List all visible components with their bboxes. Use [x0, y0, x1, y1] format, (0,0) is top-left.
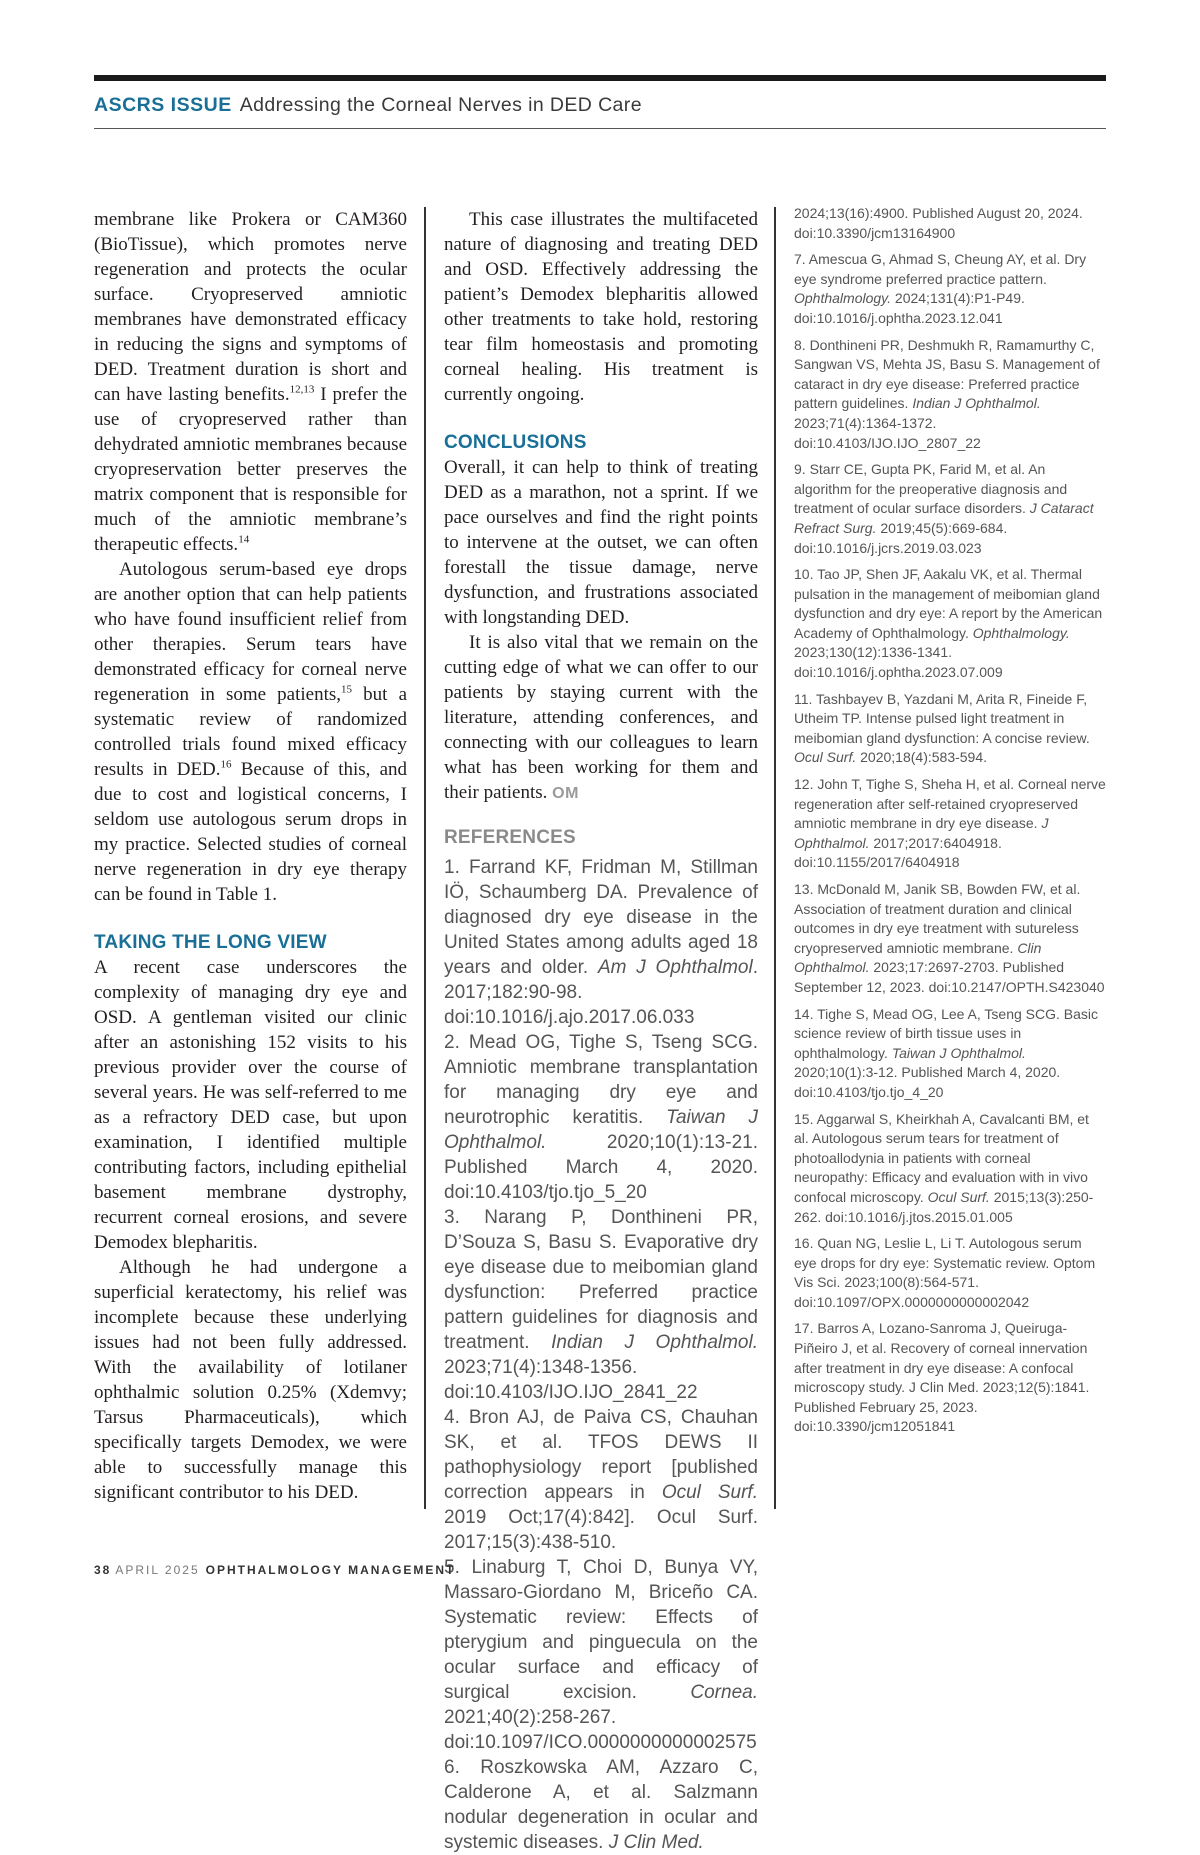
reference-item	[794, 1319, 1106, 1437]
text-run: 2023;71(4):1348-1356. doi:10.4103/IJO.IJO_2841_22	[444, 1357, 698, 1403]
text-run: 8. Donthineni PR, Deshmukh R, Ramamurthy C, Sangwan VS, Mehta JS, Basu S. Management of cataract in dry eye disease: Preferred practice pattern guidelines.	[794, 336, 1100, 412]
text-run: 1. Farrand KF, Fridman M, Stillman IÖ, Schaumberg DA. Prevalence of diagnosed dry eye disease in the United States among adults aged 18 years and older.	[444, 857, 758, 978]
italic-text: Ocul Surf.	[794, 749, 857, 766]
subhead-conclusions: CONCLUSIONS	[444, 432, 587, 453]
text-run: 7. Amescua G, Ahmad S, Cheung AY, et al. Dry eye syndrome preferred practice pattern.	[794, 251, 1087, 287]
text-run: 2023;71(4):1364-1372. doi:10.4103/IJO.IJO_2807_22	[794, 414, 981, 451]
article-title: Addressing the Corneal Nerves in DED Care	[239, 94, 642, 116]
paragraph: Overall, it can help to think of treating DED as a marathon, not a sprint. If we pace ourselves and find the right points to intervene at the outset, we can often forestall the tissue damage, nerve dysfunction, and frustrations associated with longstanding DED.	[444, 457, 758, 628]
reference-item	[794, 336, 1106, 454]
reference-item	[444, 855, 758, 1030]
italic-text: Ocul Surf.	[661, 1482, 758, 1503]
column-divider-2	[774, 207, 776, 1509]
text-run: 10. Tao JP, Shen JF, Aakalu VK, et al. Thermal pulsation in the management of meibomian gland dysfunction and dry eye: A report by the American Academy of Ophthalmology.	[794, 566, 1103, 641]
text-run: 16. Quan NG, Leslie L, Li T. Autologous serum eye drops for dry eye: Systematic review. Optom Vis Sci. 2023;100(8):564-571. doi:10.1097/OPX.0000000000002042	[794, 1235, 1096, 1310]
references-list-2	[794, 250, 1106, 1437]
text-run: 2019;45(5):669-684. doi:10.1016/j.jcrs.2019.03.023	[794, 519, 1008, 556]
reference-item	[444, 1205, 758, 1405]
references-heading: REFERENCES	[444, 827, 576, 848]
text-run: 9. Starr CE, Gupta PK, Farid M, et al. An algorithm for the preoperative diagnosis and treatment of ocular surface disorders.	[794, 461, 1068, 517]
italic-text: Am J Ophthalmol	[597, 957, 753, 978]
reference-item	[444, 1405, 758, 1555]
reference-journal: J Clin Med.	[608, 1832, 704, 1853]
reference-item	[444, 1030, 758, 1205]
text-run: 2024;131(4):P1-P49. doi:10.1016/j.ophtha.2023.12.041	[794, 290, 1025, 326]
italic-text: Cornea.	[690, 1682, 758, 1703]
reference-text: 6. Roszkowska AM, Azzaro C, Calderone A, et al. Salzmann nodular degeneration in ocular and systemic diseases.	[444, 1757, 758, 1853]
page-footer	[94, 1563, 455, 1577]
paragraph: A recent case underscores the complexity of managing dry eye and OSD. A gentleman visited our clinic after an astonishing 152 visits to his previous provider over the course of several years. He was self-referred to me as a refractory DED case, but upon examination, I identified multiple contributing factors, including epithelial basement membrane dystrophy, recurrent corneal erosions, and severe Demodex blepharitis.	[94, 957, 407, 1253]
paragraph: Although he had undergone a superficial keratectomy, his relief was incomplete because these underlying issues had not been fully addressed. With the availability of lotilaner ophthalmic solution 0.25% (Xdemvy; Tarsus Pharmaceuticals), which specifically targets Demodex, we were able to successfully manage this significant contributor to his DED.	[94, 1257, 407, 1503]
italic-text: Taiwan J Ophthalmol.	[444, 1107, 758, 1153]
header-rule	[94, 128, 1106, 129]
references-list-1	[444, 855, 758, 1755]
page-number: 38	[94, 1563, 112, 1577]
text-run: 2. Mead OG, Tighe S, Tseng SCG. Amniotic membrane transplantation for managing dry eye and neurotrophic keratitis.	[444, 1032, 758, 1128]
reference-item	[794, 460, 1106, 558]
text-run: 2015;13(3):250-262. doi:10.1016/j.jtos.2015.01.005	[794, 1188, 1094, 1225]
italic-text: Clin Ophthalmol.	[794, 939, 1042, 976]
running-header	[94, 94, 1106, 117]
column-2	[444, 207, 758, 1855]
text-run: Because of this, and due to cost and logistical concerns, I seldom use autologous serum drops in my practice. Selected studies of corneal nerve regeneration in dry eye therapy can be found in Table 1.	[94, 759, 408, 905]
paragraph: This case illustrates the multifaceted nature of diagnosing and treating DED and OSD. Effectively addressing the patient’s Demodex blepharitis allowed other treatments to take hold, restoring tear film homeostasis and promoting corneal healing. His treatment is currently ongoing.	[444, 209, 758, 405]
italic-text: Ocul Surf.	[927, 1188, 990, 1205]
text-run: 15. Aggarwal S, Kheirkhah A, Cavalcanti BM, et al. Autologous serum tears for treatment of photoallodynia in patients with corneal neuropathy: Efficacy and evaluation with in vivo confocal microscopy.	[794, 1110, 1089, 1205]
text-run: 2021;40(2):258-267. doi:10.1097/ICO.0000000000002575	[444, 1707, 757, 1753]
italic-text: Indian J Ophthalmol.	[912, 395, 1041, 412]
reference-item	[794, 565, 1106, 683]
text-run: 17. Barros A, Lozano-Sanroma J, Queiruga-Piñeiro J, et al. Recovery of corneal innervation after treatment in dry eye disease: A confocal microscopy study. J Clin Med. 2023;12(5):1841. Published February 25, 2023. doi:10.3390/jcm12051841	[794, 1320, 1090, 1435]
superscript-citation: 12,13	[289, 383, 315, 396]
reference-item	[444, 1555, 758, 1755]
reference-item	[444, 1755, 758, 1855]
text-run: . 2017;182:90-98. doi:10.1016/j.ajo.2017.06.033	[444, 957, 758, 1028]
reference-item	[794, 1234, 1106, 1312]
text-run: 12. John T, Tighe S, Sheha H, et al. Corneal nerve regeneration after self-retained cryopreserved amniotic membrane in dry eye disease.	[794, 776, 1106, 832]
paragraph	[94, 557, 407, 907]
subhead-taking-the-long-view: TAKING THE LONG VIEW	[94, 932, 327, 953]
text-run: 2023;130(12):1336-1341. doi:10.1016/j.ophtha.2023.07.009	[794, 644, 1003, 681]
superscript-citation: 14	[238, 533, 250, 546]
reference-item	[794, 250, 1106, 328]
end-mark: OM	[552, 785, 579, 802]
paragraph-text: It is also vital that we remain on the cutting edge of what we can offer to our patients by staying current with the literature, attending conferences, and connecting with our colleagues to learn what has been working for them and their patients.	[444, 632, 758, 803]
text-run: I prefer the use of cryopreserved rather than dehydrated amniotic membranes because cryopreservation better preserves the matrix component that is responsible for much of the amniotic membrane’s therapeutic effects.	[94, 384, 407, 555]
text-run: 2020;10(1):3-12. Published March 4, 2020. doi:10.4103/tjo.tjo_4_20	[794, 1064, 1061, 1100]
issue-date: APRIL 2025	[115, 1563, 200, 1577]
reference-item	[794, 880, 1106, 998]
text-run: 3. Narang P, Donthineni PR, D’Souza S, Basu S. Evaporative dry eye disease due to meibomian gland dysfunction: Preferred practice pattern guidelines for diagnosis and treatment.	[444, 1207, 758, 1353]
text-run: 2019 Oct;17(4):842]. Ocul Surf. 2017;15(3):438-510.	[444, 1507, 758, 1553]
column-3	[794, 204, 1106, 1444]
text-run: Autologous serum-based eye drops are another option that can help patients who have found insufficient relief from other therapies. Serum tears have demonstrated efficacy for corneal nerve regeneration in some patients,	[94, 559, 407, 705]
reference-item	[794, 775, 1106, 873]
italic-text: Taiwan J Ophthalmol.	[891, 1044, 1026, 1061]
column-1	[94, 207, 407, 1505]
text-run: 4. Bron AJ, de Paiva CS, Chauhan SK, et al. TFOS DEWS II pathophysiology report [published correction appears in	[444, 1407, 758, 1503]
top-rule	[94, 75, 1106, 81]
text-run: 2017;2017:6404918. doi:10.1155/2017/6404918	[794, 834, 1002, 871]
text-run: 2023;17:2697-2703. Published September 12, 2023. doi:10.2147/OPTH.S423040	[794, 959, 1105, 995]
text-run: 2020;10(1):13-21. Published March 4, 2020. doi:10.4103/tjo.tjo_5_20	[444, 1132, 758, 1203]
italic-text: Indian J Ophthalmol.	[551, 1332, 758, 1353]
text-run: but a systematic review of randomized controlled trials found mixed efficacy results in DED.	[94, 684, 407, 780]
section-kicker: ASCRS ISSUE	[94, 94, 232, 116]
reference-item-continued: 2024;13(16):4900. Published August 20, 2024. doi:10.3390/jcm13164900	[794, 205, 1083, 241]
text-run: 2020;18(4):583-594.	[856, 749, 988, 766]
italic-text: J Cataract Refract Surg.	[794, 500, 1094, 536]
italic-text: Ophthalmology.	[794, 290, 892, 307]
italic-text: J Ophthalmol.	[794, 815, 1049, 851]
reference-item	[794, 1110, 1106, 1228]
text-run: 14. Tighe S, Mead OG, Lee A, Tseng SCG. Basic science review of birth tissue uses in ophthalmology.	[794, 1005, 1099, 1061]
text-run: membrane like Prokera or CAM360 (BioTissue), which promotes nerve regeneration and protects the ocular surface. Cryopreserved amniotic membranes have demonstrated efficacy in reducing the signs and symptoms of DED. Treatment duration is short and can have lasting benefits.	[94, 209, 407, 405]
text-run: 5. Linaburg T, Choi D, Bunya VY, Massaro-Giordano M, Briceño CA. Systematic review: Effects of pterygium and pinguecula on the ocular surface and efficacy of surgical excision.	[444, 1557, 758, 1703]
superscript-citation: 15	[341, 683, 353, 696]
superscript-citation: 16	[220, 758, 232, 771]
reference-item	[794, 1005, 1106, 1103]
italic-text: Ophthalmology.	[972, 624, 1070, 641]
paragraph	[444, 630, 758, 806]
magazine-name: OPHTHALMOLOGY MANAGEMENT	[205, 1563, 456, 1577]
text-run: 11. Tashbayev B, Yazdani M, Arita R, Fineide F, Utheim TP. Intense pulsed light treatment in meibomian gland dysfunction: A concise review.	[794, 690, 1090, 746]
column-divider-1	[424, 207, 426, 1509]
paragraph	[94, 207, 407, 557]
text-run: 13. McDonald M, Janik SB, Bowden FW, et al. Association of treatment duration and clinical outcomes in dry eye treatment with sutureless cryopreserved amniotic membrane.	[794, 881, 1081, 956]
reference-item	[794, 690, 1106, 768]
